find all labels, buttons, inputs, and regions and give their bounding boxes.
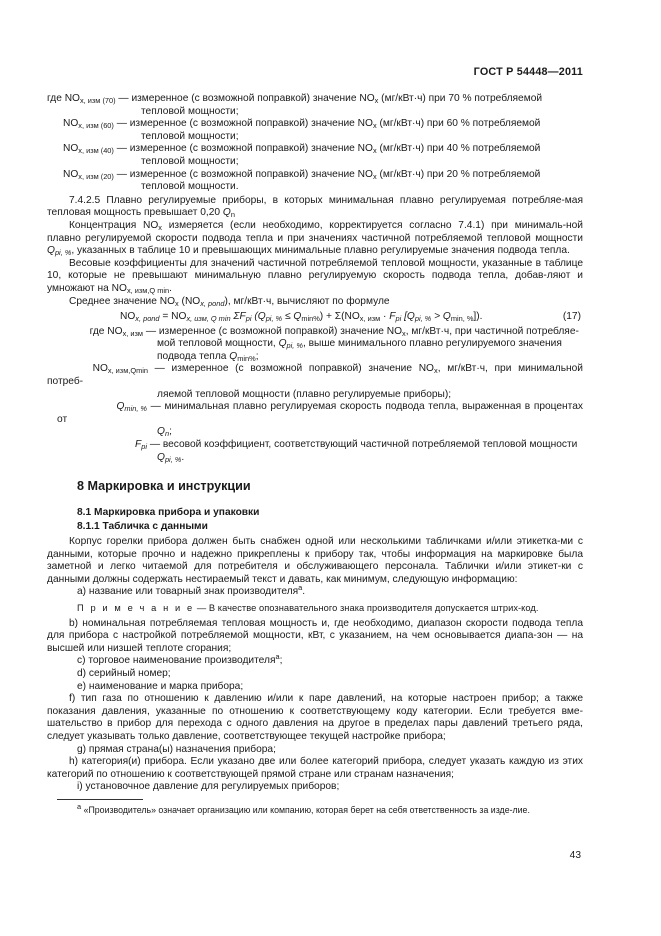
paragraph-7425: 7.4.2.5 Плавно регулируемые приборы, в которых минимальная плавно регулируемая потребляе-мая тепловая мощность превышает 0,20 $Q_n$: [47, 194, 583, 220]
paragraph-weights: Весовые коэффициенты для значений частичной потребляемой тепловой мощности, указанные в таблице 10, которые не превышают минимальную плавно регулируемую скорость подвода тепла, добав-ляют и умножают на $NO_{x, изм,Q min}$.: [47, 257, 583, 295]
formula-number: (17): [562, 311, 581, 323]
page-number: 43: [569, 850, 581, 861]
list-item-b: b) номинальная потребляемая тепловая мощность и, где необходимо, диапазон скорости подвода тепла для прибора с настройкой потребляемой мощности, кВт, с указанием, на чем основывается диапа-зон — на высшей или низшей теплоте сгорания;: [47, 617, 583, 654]
section-8-1-title: 8.1 Маркировка прибора и упаковки: [77, 506, 260, 518]
list-item-i: i) установочное давление для регулируемых приборов;: [77, 781, 340, 793]
definition-item: $NO_{x, изм (60)}$ — измеренное (с возможной поправкой) значение $NO_x$ (мг/кВт·ч) при 60 % потребляемой тепловой мощности;: [63, 118, 541, 142]
list-item-d: d) серийный номер;: [77, 667, 171, 679]
list-item-a: a) название или товарный знак производителя$^a$.: [77, 583, 306, 598]
paragraph-mean: Среднее значение $NO_x$ $(NO_{x, pond})$, мг/кВт·ч, вычисляют по формуле: [69, 295, 390, 308]
definition-item: где $NO_{x, изм (70)}$ — измеренное (с возможной поправкой) значение $NO_x$ (мг/кВт·ч) при 70 % потребляемой тепловой мощности;: [47, 93, 543, 117]
definition-item: $NO_{x, изм (20)}$ — измеренное (с возможной поправкой) значение $NO_x$ (мг/кВт·ч) при 20 % потребляемой тепловой мощности.: [63, 168, 541, 193]
footnote: $^a$ «Производитель» означает организацию или компанию, которая берет на себя ответственность за изде-лие.: [77, 801, 530, 815]
formula-definition-item: $F_{pi}$ — весовой коэффициент, соответствующий частичной потребляемой тепловой мощности $Q_{pi, \%}$.: [135, 439, 578, 464]
definitions-top: [47, 93, 583, 194]
section-8-1-1-title: 8.1.1 Табличка с данными: [77, 521, 208, 533]
document-code: ГОСТ Р 54448—2011: [473, 66, 583, 78]
formula-expression: $NO_{x, pond} = NO_{x, изм, Q min}$ $\Sigma F_{pi}$ $(Q_{pi, \%} \le Q_{min\%}) + \Sigma(NO_{x, изм} \cdot F_{pi}$ $[Q_{pi, \%} > Q_{min, \%}]$).: [120, 311, 483, 324]
formula-definition-item: где $NO_{x, изм}$ — измеренное (с возможной поправкой) значение $NO_x$, мг/кВт·ч, при частичной потребляе- мой тепловой мощности, $Q_{pi, \%}$, выше минимального плавно регулируемого значения подвода тепла $Q_{min\%}$;: [89, 325, 579, 363]
section-8-title: 8 Маркировка и инструкции: [77, 479, 251, 494]
list-item-h: h) категория(и) прибора. Если указано две или более категорий прибора, следует указать каждую из этих категорий по отношению к соответствующей прямой стране или странам назначения;: [47, 756, 583, 780]
definitions-formula: [47, 326, 583, 465]
list-item-f: f) тип газа по отношению к давлению и/или к паре давлений, на которые настроен прибор; а также показания давления, указанные по отношению к соответствующему коду категории. Если требуется вме-шательство в прибор для перехода с одного давления на другое в пределах пары давлений третьего ряда, следует указывать только давление, соответствующее текущей настройке прибора;: [47, 693, 583, 742]
list-item-e: e) наименование и марка прибора;: [77, 680, 244, 692]
list-item-g: g) прямая страна(ы) назначения прибора;: [77, 743, 276, 755]
formula-17: [47, 311, 583, 324]
formula-definition-item: $NO_{x, изм,Qmin}$ — измеренное (с возможной поправкой) значение $NO_x$, мг/кВт·ч, при минимальной потреб- ляемой тепловой мощности (плавно регулируемые приборы);: [47, 363, 583, 400]
note: П р и м е ч а н и е — В качестве опознавательного знака производителя допускается штрих-код.: [77, 602, 539, 613]
list-item-c: c) торговое наименование производителя$^a$;: [77, 652, 283, 667]
footnote-divider: [57, 799, 143, 800]
paragraph-plate: Корпус горелки прибора должен быть снабжен одной или несколькими табличками и/или этикетка-ми с данными, которые прочно и надежно прикреплены к прибору так, чтобы информация на маркировке была заметной и легко читаемой для потребителя и обслуживающего персонала. Таблички и/или этикет-ки с данными должны содержать нестираемый текст и давать, как минимум, следующую информацию:: [47, 536, 583, 585]
page-content: [47, 93, 583, 816]
definition-item: $NO_{x, изм (40)}$ — измеренное (с возможной поправкой) значение $NO_x$ (мг/кВт·ч) при 40 % потребляемой тепловой мощности;: [63, 143, 541, 167]
paragraph-concentration: Концентрация $NO_x$ измеряется (если необходимо, корректируется согласно 7.4.1) при минималь-ной плавно регулируемой скорости подвода тепла и при значениях частичной потребляемой тепловой мощности $Q_{pi, \%}$, указанных в таблице 10 и превышающих минимальные плавно регулируемые значения подвода тепла.: [47, 219, 583, 258]
formula-definition-item: $Q_{min, \%}$ — минимальная плавно регулируемая скорость подвода тепла, выраженная в процентах от $Q_n$;: [57, 401, 583, 439]
